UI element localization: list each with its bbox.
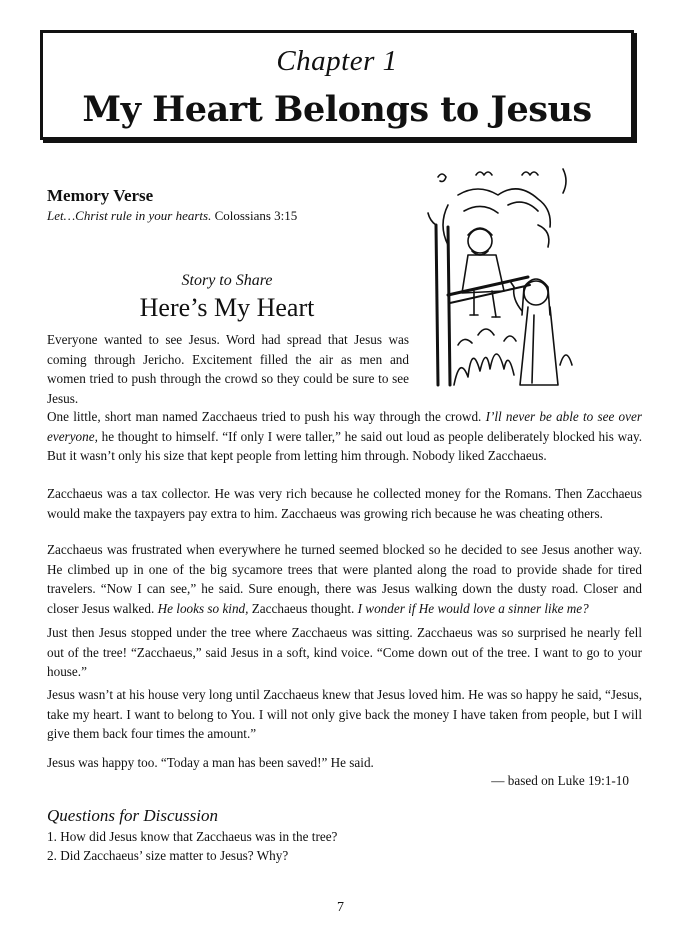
- questions-list: [47, 827, 337, 865]
- chapter-header-box: [40, 30, 634, 140]
- story-paragraph-4-thought-1: He looks so kind,: [157, 600, 249, 616]
- story-paragraph-4-thought-2: I wonder if He would love a sinner like me?: [357, 600, 589, 616]
- story-paragraph-2: [47, 407, 642, 466]
- story-paragraph-6: Jesus wasn’t at his house very long until Zacchaeus knew that Jesus loved him. He was so happy he said, “Jesus, take my heart. I want to belong to You. I will not only give back the money I have taken from people, but I will give them back four times the amount.”: [47, 687, 642, 741]
- question-item: 2. Did Zacchaeus’ size matter to Jesus? Why?: [47, 848, 289, 863]
- zacchaeus-in-tree-with-jesus-illustration: [418, 165, 578, 395]
- story-paragraph-3: Zacchaeus was a tax collector. He was very rich because he collected money for the Romans. Then Zacchaeus would make the taxpayers pay extra to him. Zacchaeus was growing rich because he was cheating others.: [47, 486, 642, 521]
- story-subheading: Story to Share: [181, 272, 273, 289]
- story-paragraph-2-part-a: One little, short man named Zacchaeus tried to push his way through the crowd.: [47, 409, 486, 424]
- story-paragraph-4-part-a: Zacchaeus was frustrated when everywhere he turned seemed blocked so he decided to see Jesus another way. He climbed up in one of the big sycamore trees that were planted along the road to provide shade for tired travelers. “Now I can see,” he said. Sure enough, there was Jesus walking down the dusty road. Closer and closer Jesus walked.: [47, 542, 642, 616]
- question-item: 1. How did Jesus know that Zacchaeus was in the tree?: [47, 829, 338, 844]
- questions-heading: Questions for Discussion: [47, 806, 218, 825]
- chapter-title: My Heart Belongs to Jesus: [82, 89, 592, 130]
- story-paragraph-1: Everyone wanted to see Jesus. Word had spread that Jesus was coming through Jericho. Excitement filled the air as men and women tried to push through the crowd so they could be sure to see Jesus.: [47, 332, 409, 406]
- memory-verse-quote: Let…Christ rule in your hearts.: [47, 208, 212, 223]
- memory-verse-reference: Colossians 3:15: [214, 208, 298, 223]
- story-paragraph-5: Just then Jesus stopped under the tree where Zacchaeus was sitting. Zacchaeus was so surprised he nearly fell out of the tree! “Zacchaeus,” said Jesus in a soft, kind voice. “Come down out of the tree. I want to go to your house.”: [47, 625, 642, 679]
- chapter-label: Chapter 1: [276, 45, 398, 77]
- story-paragraph-2-thought: I’ll never be able to see over everyone,: [47, 409, 642, 444]
- memory-verse-heading: Memory Verse: [47, 186, 154, 205]
- memory-verse-text: [47, 208, 297, 224]
- page-number: 7: [337, 900, 344, 915]
- story-source: — based on Luke 19:1-10: [491, 773, 629, 788]
- story-paragraph-4: [47, 540, 642, 618]
- story-paragraph-2-part-b: he thought to himself. “If only I were taller,” he said out loud as people deliberately blocked his way. But it wasn’t only his size that kept people from letting him through. Nobody liked Zacchaeus.: [47, 428, 642, 463]
- story-paragraph-4-part-b: Zacchaeus thought.: [248, 600, 358, 616]
- story-paragraph-7: Jesus was happy too. “Today a man has been saved!” He said.: [47, 755, 374, 770]
- story-title: Here’s My Heart: [139, 293, 315, 322]
